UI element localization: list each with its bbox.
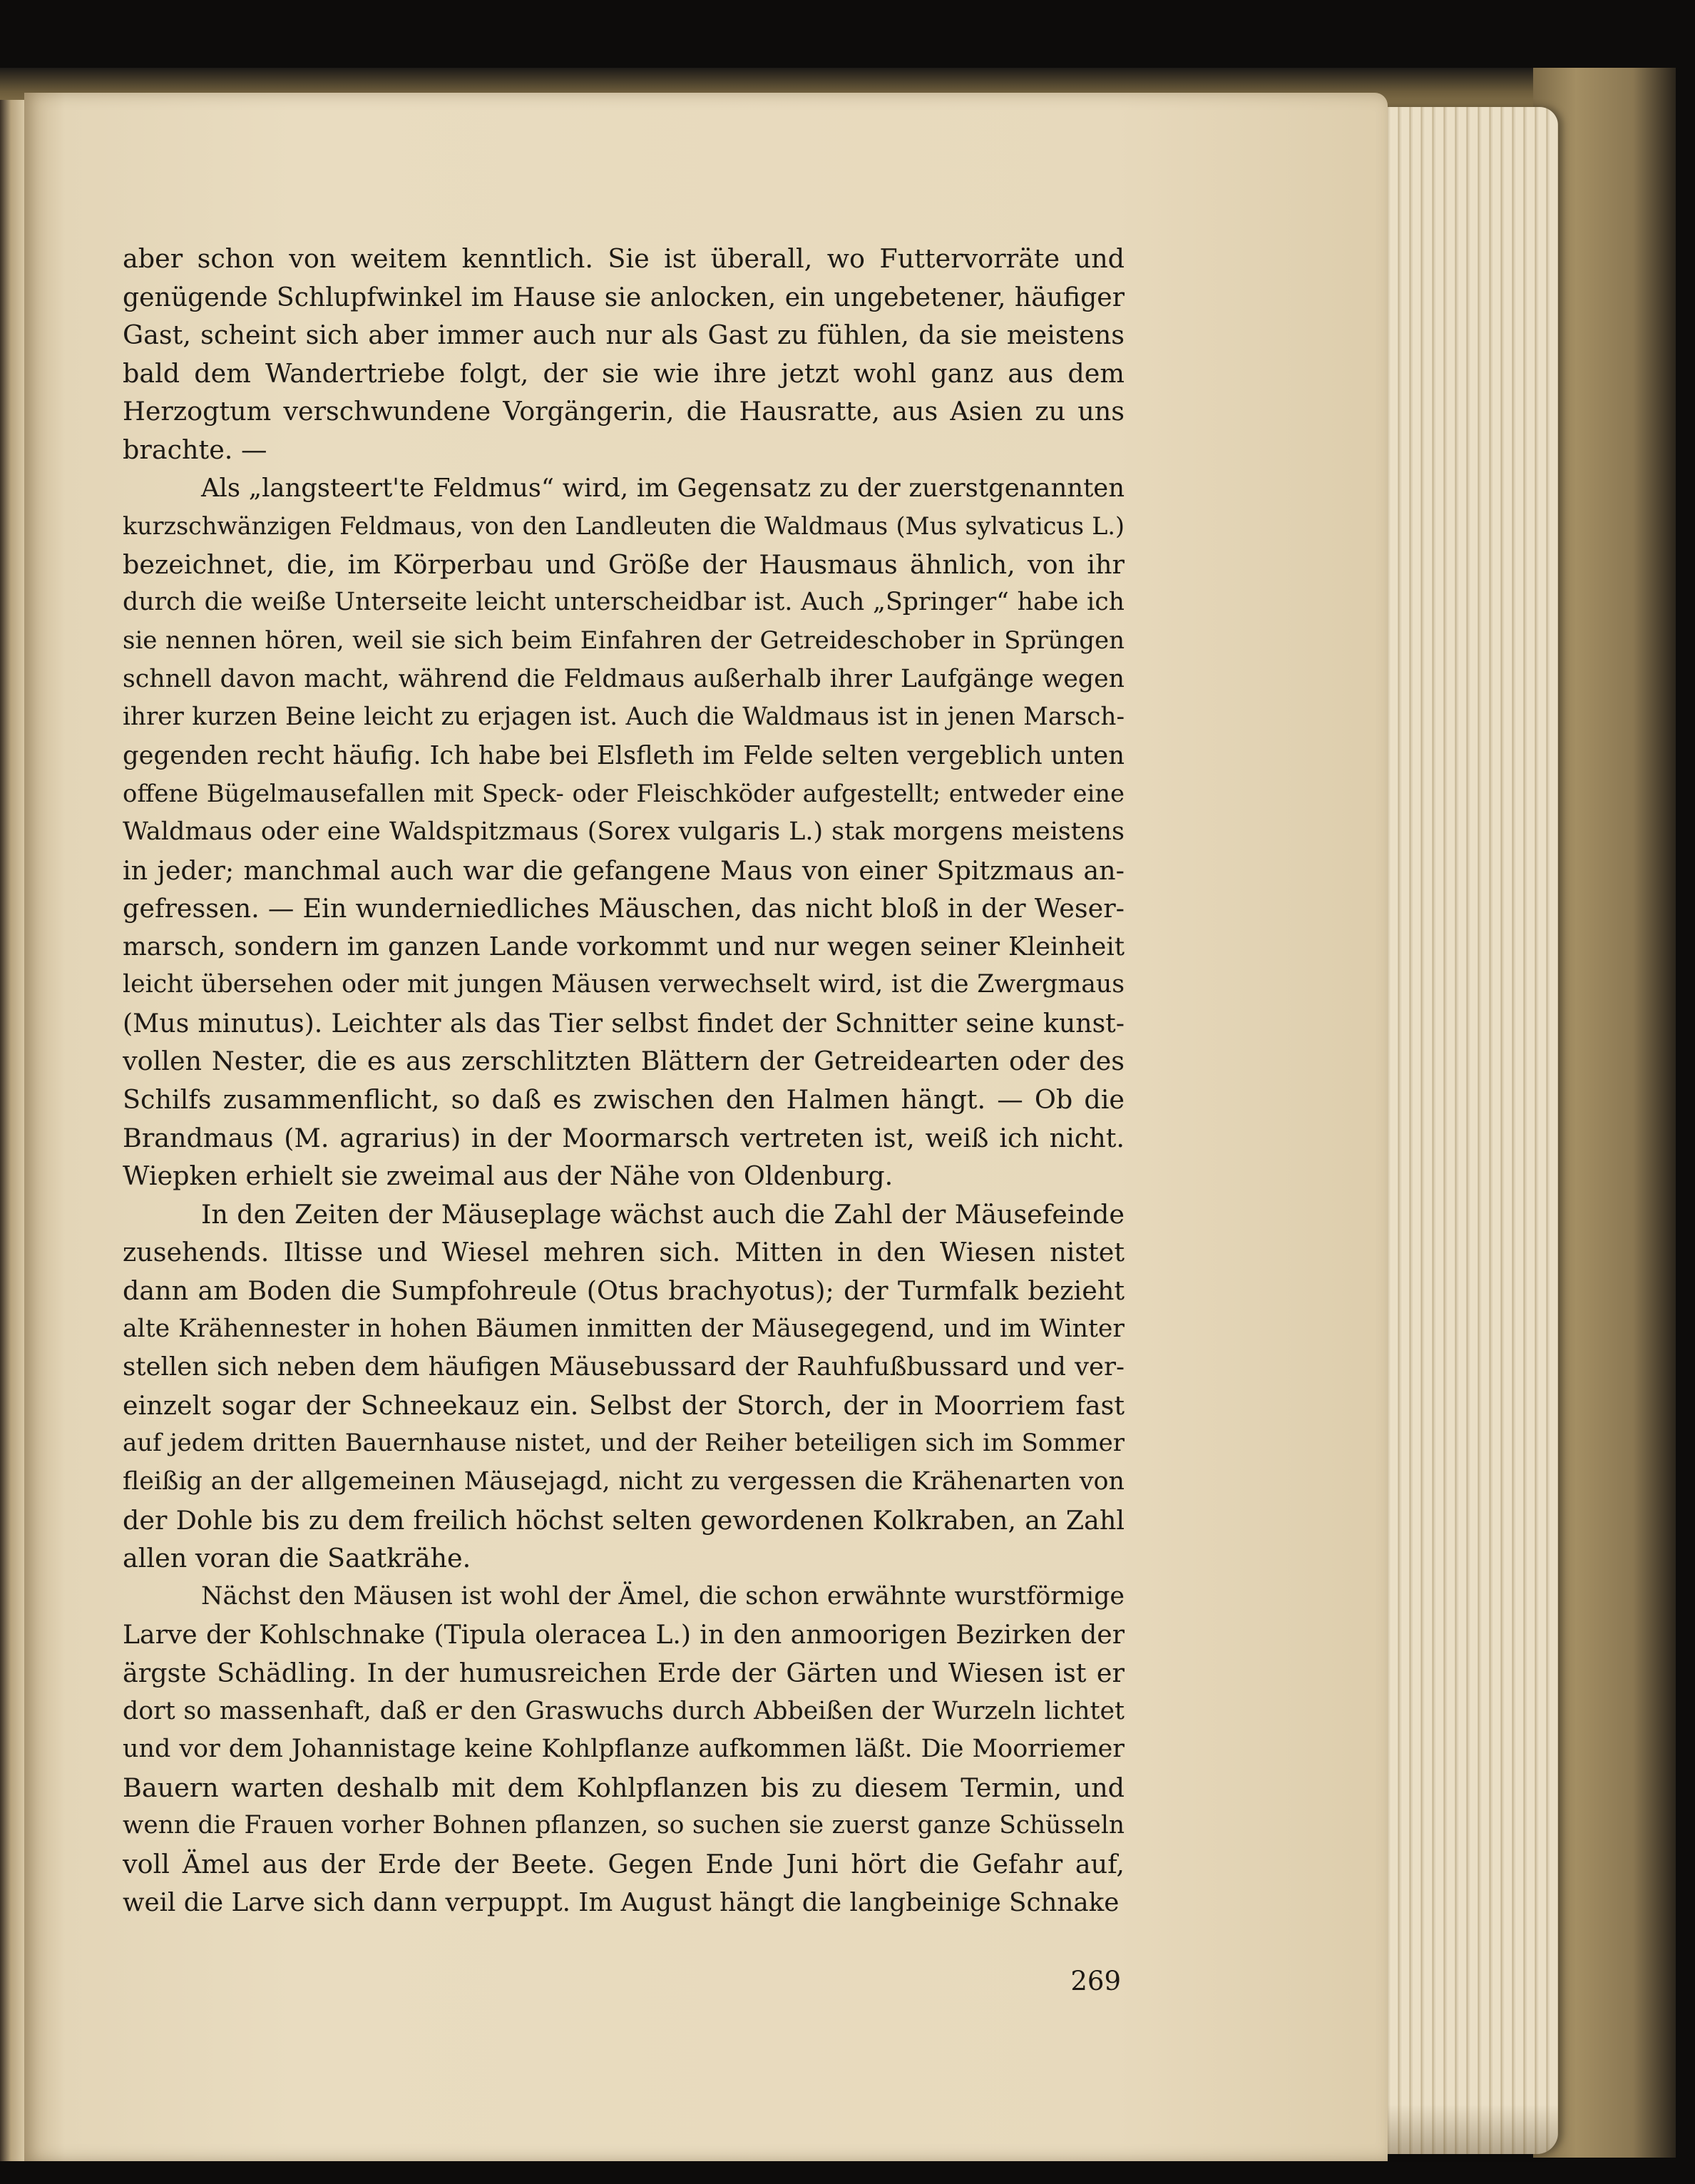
page-number: 269: [1070, 1966, 1121, 1996]
text-line: Wiepken erhielt sie zweimal aus der Nähe von Oldenburg.: [123, 1160, 893, 1192]
paragraph: [123, 1578, 1125, 1922]
text-line: (Mus minutus). Leichter als das Tier selbst findet der Schnitter seine kunst-: [123, 1007, 1125, 1039]
text-line: gegenden recht häufig. Ich habe bei Elsfleth im Felde selten vergeblich unten: [123, 740, 1125, 770]
text-line: Brandmaus (M. agrarius) in der Moormarsch vertreten ist, weiß ich nicht.: [123, 1122, 1125, 1153]
text-line: brachte. —: [123, 434, 267, 465]
page-edges-stack: [1380, 107, 1558, 2154]
text-line: gefressen. — Ein wunderniedliches Mäuschen, das nicht bloß in der Weser-: [123, 893, 1125, 924]
text-line: genügende Schlupfwinkel im Hause sie anlocken, ein ungebetener, häufiger: [123, 281, 1125, 312]
text-line: In den Zeiten der Mäuseplage wächst auch die Zahl der Mäusefeinde: [201, 1198, 1125, 1230]
text-line: aber schon von weitem kenntlich. Sie ist überall, wo Futtervorräte und: [123, 243, 1125, 274]
text-line: dort so massenhaft, daß er den Graswuchs durch Abbeißen der Wurzeln lichtet: [123, 1696, 1125, 1725]
text-line: Larve der Kohlschnake (Tipula oleracea L.) in den anmoorigen Bezirken der: [123, 1619, 1125, 1650]
text-line: leicht übersehen oder mit jungen Mäusen verwechselt wird, ist die Zwergmaus: [123, 970, 1125, 999]
text-line: Nächst den Mäusen ist wohl der Ämel, die schon erwähnte wurstförmige: [201, 1581, 1125, 1611]
body-text: [123, 240, 1125, 1922]
text-line: Waldmaus oder eine Waldspitzmaus (Sorex vulgaris L.) stak morgens meistens: [123, 817, 1125, 846]
text-line: dann am Boden die Sumpfohreule (Otus brachyotus); der Turmfalk bezieht: [123, 1275, 1125, 1307]
text-line: Schilfs zusammenflicht, so daß es zwischen den Halmen hängt. — Ob die: [123, 1084, 1125, 1116]
paragraph: [123, 240, 1125, 469]
text-line: marsch, sondern im ganzen Lande vorkommt und nur wegen seiner Kleinheit: [123, 932, 1125, 961]
paragraph: [123, 1195, 1125, 1578]
text-line: auf jedem dritten Bauernhause nistet, und der Reiher beteiligen sich im Sommer: [123, 1429, 1125, 1458]
text-line: weil die Larve sich dann verpuppt. Im August hängt die langbeinige Schnake: [123, 1887, 1120, 1917]
text-line: vollen Nester, die es aus zerschlitzten Blättern der Getreidearten oder des: [123, 1046, 1125, 1077]
text-line: stellen sich neben dem häufigen Mäusebussard der Rauhfußbussard und ver-: [123, 1352, 1125, 1382]
text-line: wenn die Frauen vorher Bohnen pflanzen, so suchen sie zuerst ganze Schüsseln: [123, 1811, 1125, 1840]
text-line: bald dem Wandertriebe folgt, der sie wie ihre jetzt wohl ganz aus dem: [123, 357, 1125, 389]
text-line: Bauern warten deshalb mit dem Kohlpflanzen bis zu diesem Termin, und: [123, 1772, 1125, 1803]
text-line: ärgste Schädling. In der humusreichen Erde der Gärten und Wiesen ist er: [123, 1657, 1125, 1688]
text-line: Gast, scheint sich aber immer auch nur als Gast zu fühlen, da sie meistens: [123, 320, 1125, 351]
text-line: zusehends. Iltisse und Wiesel mehren sich. Mitten in den Wiesen nistet: [123, 1237, 1125, 1268]
left-page-edge: [0, 100, 24, 2161]
text-line: allen voran die Saatkrähe.: [123, 1543, 471, 1574]
text-line: sie nennen hören, weil sie sich beim Einfahren der Getreideschober in Sprüngen: [123, 626, 1125, 655]
text-line: fleißig an der allgemeinen Mäusejagd, nicht zu vergessen die Krähenarten von: [123, 1467, 1125, 1496]
text-line: voll Ämel aus der Erde der Beete. Gegen Ende Juni hört die Gefahr auf,: [123, 1848, 1125, 1879]
text-line: kurzschwänzigen Feldmaus, von den Landleuten die Waldmaus (Mus sylvaticus L.): [123, 512, 1125, 541]
paragraph: [123, 469, 1125, 1195]
text-line: alte Krähennester in hohen Bäumen inmitten der Mäusegegend, und im Winter: [123, 1314, 1125, 1343]
text-line: bezeichnet, die, im Körperbau und Größe der Hausmaus ähnlich, von ihr: [123, 548, 1125, 580]
text-line: ihrer kurzen Beine leicht zu erjagen ist. Auch die Waldmaus ist in jenen Marsch-: [123, 703, 1125, 732]
text-line: Als „langsteert'te Feldmus“ wird, im Gegensatz zu der zuerstgenannten: [201, 473, 1125, 503]
text-line: in jeder; manchmal auch war die gefangene Maus von einer Spitzmaus an-: [123, 854, 1125, 886]
text-line: einzelt sogar der Schneekauz ein. Selbst der Storch, der in Moorriem fast: [123, 1389, 1125, 1421]
text-line: Herzogtum verschwundene Vorgängerin, die Hausratte, aus Asien zu uns: [123, 396, 1125, 427]
text-line: offene Bügelmausefallen mit Speck- oder Fleischköder aufgestellt; entweder eine: [123, 780, 1125, 808]
text-line: der Dohle bis zu dem freilich höchst selten gewordenen Kolkraben, an Zahl: [123, 1504, 1125, 1536]
text-line: schnell davon macht, während die Feldmaus außerhalb ihrer Laufgänge wegen: [123, 664, 1125, 693]
text-line: durch die weiße Unterseite leicht unterscheidbar ist. Auch „Springer“ habe ich: [123, 588, 1125, 617]
text-line: und vor dem Johannistage keine Kohlpflanze aufkommen läßt. Die Moorriemer: [123, 1735, 1125, 1764]
